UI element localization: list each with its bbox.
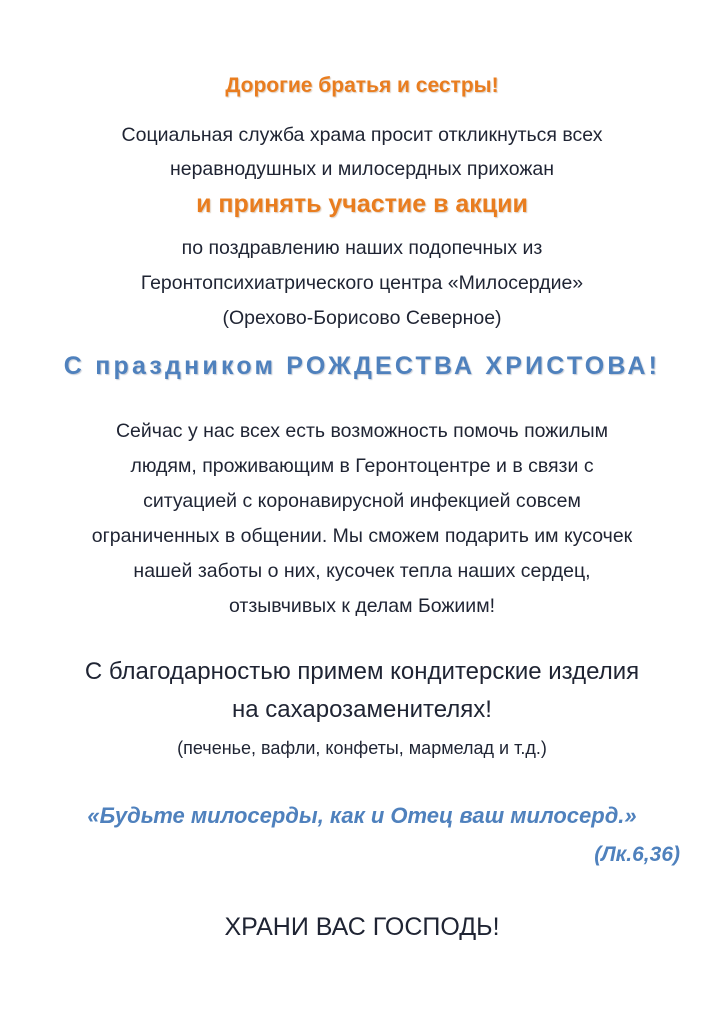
recipients-line: (Орехово-Борисово Северное) xyxy=(222,307,502,329)
thanks-line: на сахарозаменителях! xyxy=(232,696,492,723)
body-line: отзывчивых к делам Божиим! xyxy=(228,595,496,617)
holiday-heading: С праздником РОЖДЕСТВА ХРИСТОВА! xyxy=(63,352,661,380)
scripture-quote: «Будьте милосерды, как и Отец ваш милосерд.» xyxy=(87,803,637,828)
body-line: нашей заботы о них, кусочек тепла наших сердец, xyxy=(133,560,591,582)
recipients-line: Геронтопсихиатрического центра «Милосердие» xyxy=(140,272,584,294)
thanks-paragraph xyxy=(20,653,704,729)
scripture-reference: (Лк.6,36) xyxy=(594,843,680,866)
body-paragraph xyxy=(30,414,694,624)
action-heading: и принять участие в акции xyxy=(196,190,528,218)
body-line: людям, проживающим в Геронтоцентре и в связи с xyxy=(130,455,594,477)
intro-line: Социальная служба храма просит откликнуться всех xyxy=(121,124,603,146)
recipients-line: по поздравлению наших подопечных из xyxy=(181,237,543,259)
thanks-line: С благодарностью примем кондитерские изделия xyxy=(84,658,640,685)
body-line: ограниченных в общении. Мы сможем подарить им кусочек xyxy=(91,525,633,547)
closing-blessing: ХРАНИ ВАС ГОСПОДЬ! xyxy=(224,913,500,941)
recipients-paragraph xyxy=(40,231,684,336)
intro-paragraph xyxy=(40,118,684,186)
body-line: Сейчас у нас всех есть возможность помочь пожилым xyxy=(115,420,609,442)
body-line: ситуацией с коронавирусной инфекцией совсем xyxy=(143,490,581,512)
intro-line: неравнодушных и милосердных прихожан xyxy=(169,158,555,180)
items-list-text: (печенье, вафли, конфеты, мармелад и т.д.) xyxy=(177,738,547,758)
greeting-heading: Дорогие братья и сестры! xyxy=(225,74,499,97)
